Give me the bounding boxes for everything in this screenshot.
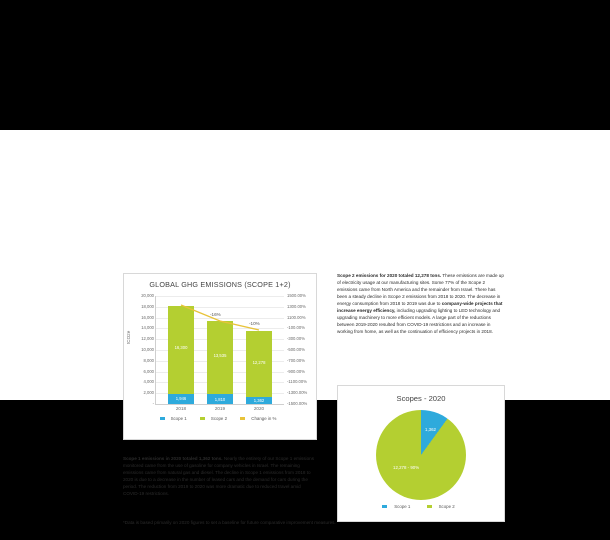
y-tick-label: 12,000 (141, 336, 154, 342)
change-percent-label: -10% (249, 321, 260, 326)
legend-label: Scope 2 (438, 504, 455, 509)
bar-value-label: 12,278 (252, 359, 266, 365)
x-tick-label: 2020 (253, 406, 265, 411)
pie-chart-legend (338, 504, 504, 509)
scope2-paragraph (337, 273, 505, 336)
y-tick-label: 4,000 (143, 379, 154, 385)
y2-tick-label: -1300.00% (287, 390, 308, 396)
pie-shape (376, 410, 466, 500)
bar-chart-y-axis-title: tCO2e (126, 330, 131, 344)
x-tick-label: 2018 (175, 406, 187, 411)
bar-value-label: 1,946 (175, 396, 187, 402)
scope1-body: Nearly the entirety of our Scope 1 emissions monitored came from the use of gasoline for company vehicles in Israel. The remaining emissions came from natural gas and diesel. The decline in Scope 1 emissions from 2018 to 2020 is due to a decrease in the number of leased cars and the demand for cars during the period. The reduction from 2019 to 2020 was more dramatic due to reduced travel amid COVID-19 restrictions. (123, 456, 314, 496)
scope1-lead: Scope 1 emissions in 2020 totaled 1,362 tons. (123, 456, 223, 461)
pie-slice-label-scope1: 1,362 (425, 427, 436, 432)
y-tick-label: 20,000 (141, 293, 154, 298)
y2-tick-label: -300.00% (287, 336, 305, 342)
y-tick-label: 16,000 (141, 314, 154, 320)
y2-tick-label: -100.00% (287, 325, 305, 331)
legend-label: Scope 2 (210, 416, 228, 421)
legend-item-scope2 (200, 416, 231, 421)
legend-label: Scope 1 (394, 504, 411, 509)
y-tick-label: 18,000 (141, 303, 154, 309)
legend-item-scope1 (382, 504, 415, 509)
y2-tick-label: -500.00% (287, 347, 305, 352)
pie-slice-label-scope2: 12,278 - 90% (393, 465, 420, 470)
scope2-bold-2: company-wide projects that increase energy efficiency, (337, 300, 503, 313)
bar-value-label: 16,300 (174, 344, 188, 350)
document-sheet (0, 130, 610, 525)
scope1-paragraph (123, 456, 315, 498)
y-tick-label: 2,000 (143, 390, 154, 396)
bar-value-label: 1,362 (253, 398, 265, 404)
bar-chart-card (123, 273, 317, 440)
pie-chart-card (337, 385, 505, 522)
y-tick-label: 8,000 (143, 357, 154, 363)
legend-label: Change in % (251, 416, 277, 421)
bar-chart-plot-area (155, 296, 284, 411)
bar-value-label: 13,535 (213, 353, 227, 359)
y2-tick-label: 1500.00% (287, 293, 306, 298)
bar-chart-legend (124, 416, 316, 421)
scope2-body-1: These emissions are made up of electricity usage at our manufacturing sites. Some 77% of the Scope 2 emissions came from North America and the remainder from Israel. There has been a steady decline in Scope 2 emissions from 2018 to 2020. The decrease in energy consumption from 2018 to 2019 was due to (337, 273, 504, 306)
change-percent-label: -16% (210, 312, 221, 317)
footnote: *Data is based primarily on 2020 figures to set a baseline for future comparative improvement measures. (123, 520, 336, 525)
pie-chart-plot-area (376, 410, 466, 500)
scope2-body-2: including upgrading lighting to LED technology and upgrading machinery to more efficient models. A large part of the reductions between 2019-2020 resulted from COVID-19 restrictions and an increase in working from home, as well as the continuation of efficiency projects in 2018. (337, 307, 501, 334)
pie-chart-title: Scopes - 2020 (396, 394, 446, 403)
y-tick-label: 6,000 (143, 368, 154, 374)
y2-tick-label: -700.00% (287, 357, 305, 363)
y2-tick-label: -1100.00% (287, 379, 307, 385)
y2-tick-label: 1100.00% (287, 314, 306, 320)
y-tick-label: 14,000 (141, 325, 154, 331)
scope2-lead: Scope 2 emissions for 2020 totaled 12,278 tons. (337, 273, 442, 278)
bar-chart-title: GLOBAL GHG EMISSIONS (SCOPE 1+2) (149, 280, 291, 289)
y2-tick-label: -900.00% (287, 368, 305, 374)
bar-value-label: 1,810 (214, 396, 226, 402)
legend-item-change (240, 416, 280, 421)
y-tick-label: 10,000 (141, 347, 154, 352)
y-tick-label: - (152, 401, 154, 406)
y2-tick-label: 1300.00% (287, 303, 306, 309)
x-tick-label: 2019 (214, 406, 226, 411)
legend-item-scope2 (427, 504, 460, 509)
legend-item-scope1 (160, 416, 191, 421)
y2-tick-label: -1500.00% (287, 401, 308, 406)
legend-label: Scope 1 (170, 416, 187, 421)
